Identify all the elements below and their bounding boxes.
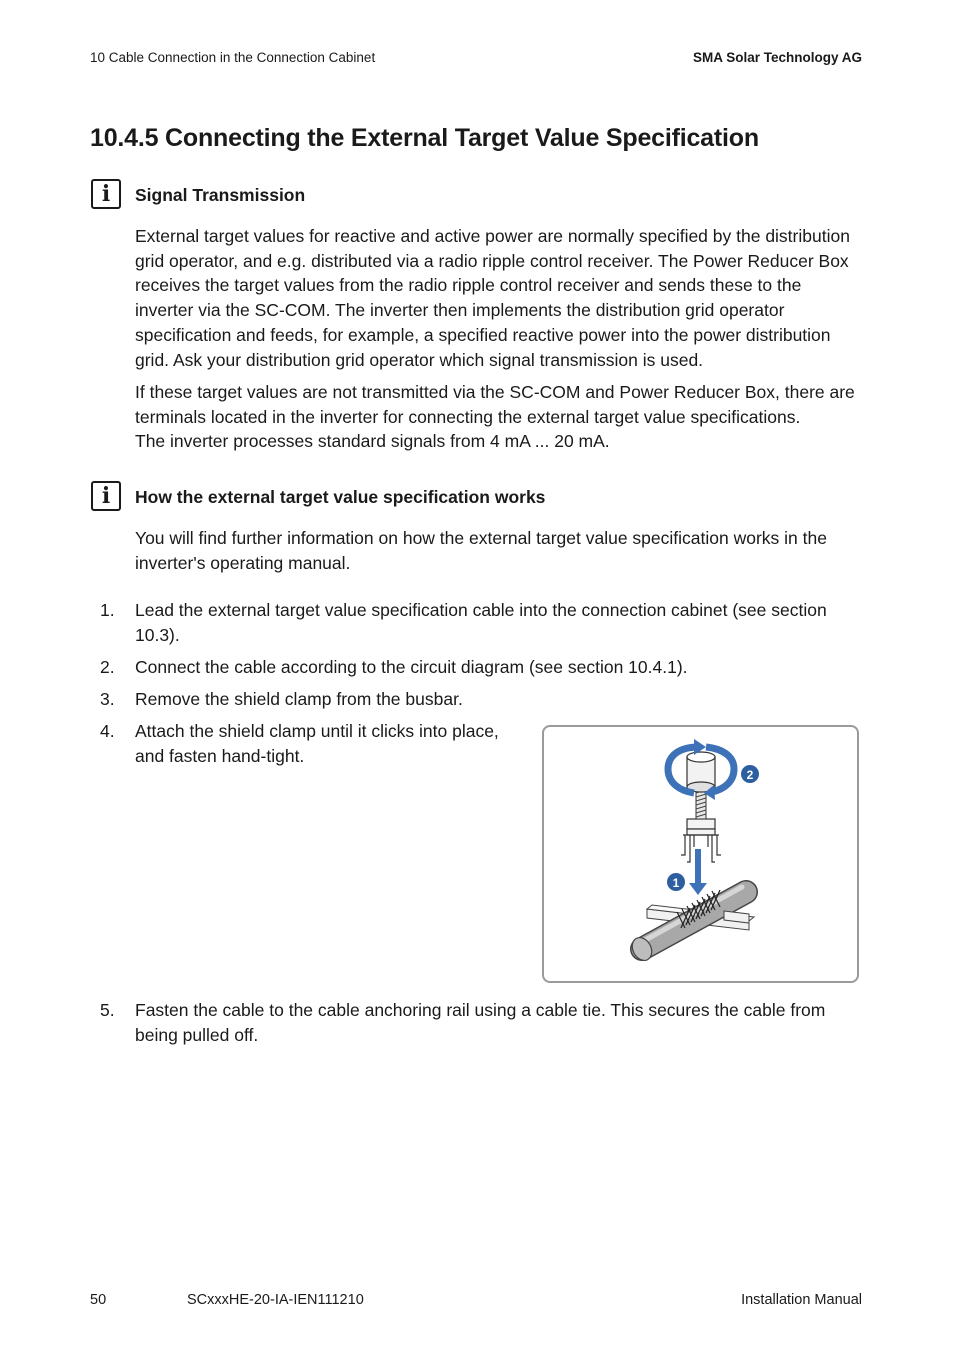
note-paragraph: The inverter processes standard signals from 4 mA ... 20 mA. <box>135 431 610 451</box>
callout-1-label: 1 <box>672 876 680 890</box>
footer-document-id: SCxxxHE-20-IA-IEN111210 <box>187 1292 364 1308</box>
header-chapter: 10 Cable Connection in the Connection Cabinet <box>90 50 376 65</box>
note-title-signal-transmission: Signal Transmission <box>135 185 306 205</box>
footer-manual-type: Installation Manual <box>741 1292 862 1308</box>
step-text: Fasten the cable to the cable anchoring rail using a cable tie. This secures the cable from being pulled off. <box>135 1000 826 1045</box>
section-title: 10.4.5 Connecting the External Target Value Specification <box>90 124 759 152</box>
shield-clamp-illustration <box>544 727 857 981</box>
note-title-how-it-works: How the external target value specification works <box>135 487 546 507</box>
note-paragraph: If these target values are not transmitted via the SC-COM and Power Reducer Box, there are terminals located in the inverter for connecting the external target value specifications. <box>135 382 855 427</box>
note-paragraph: External target values for reactive and active power are normally specified by the distribution grid operator, and e.g. distributed via a radio ripple control receiver. The Power Reducer Box receives the target values from the radio ripple control receiver and sends these to the inverter via the SC-COM. The inverter then implements the distribution grid operator specification and feeds, for example, a specified reactive power into the power distribution grid. Ask your distribution grid operator which signal transmission is used. <box>135 226 850 370</box>
step-number: 1. <box>100 600 115 620</box>
step-text: Connect the cable according to the circuit diagram (see section 10.4.1). <box>135 657 688 677</box>
note-paragraph: You will find further information on how the external target value specification works in the inverter's operating manual. <box>135 528 827 573</box>
info-icon: i <box>91 179 121 209</box>
step-number: 2. <box>100 657 115 677</box>
callout-2-label: 2 <box>746 768 754 782</box>
down-arrow <box>689 849 707 895</box>
step-number: 3. <box>100 689 115 709</box>
step-text: Lead the external target value specification cable into the connection cabinet (see section 10.3). <box>135 600 827 645</box>
step-number: 4. <box>100 721 115 741</box>
step-text: Remove the shield clamp from the busbar. <box>135 689 463 709</box>
callout-1 <box>667 873 685 891</box>
screw <box>687 752 715 819</box>
step-text: Attach the shield clamp until it clicks into place, and fasten hand-tight. <box>135 721 499 766</box>
callout-2 <box>741 765 759 783</box>
shield-clamp-figure <box>542 725 859 983</box>
step-number: 5. <box>100 1000 115 1020</box>
header-company: SMA Solar Technology AG <box>692 50 862 65</box>
info-icon: i <box>91 481 121 511</box>
footer-page-number: 50 <box>90 1292 107 1308</box>
